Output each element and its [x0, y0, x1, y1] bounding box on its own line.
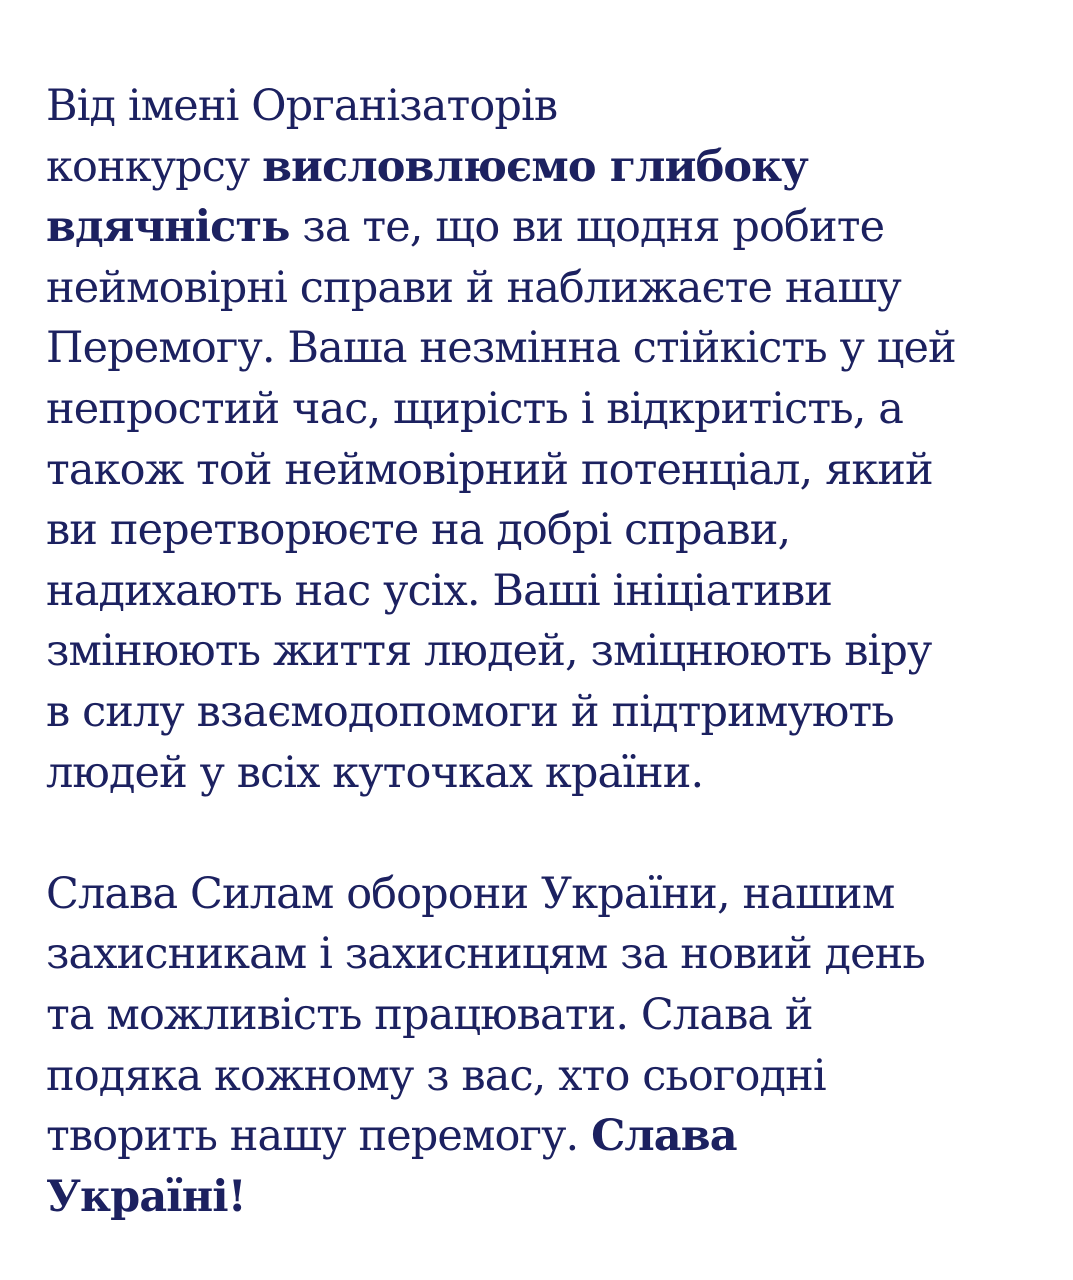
text-line [46, 1167, 1056, 1228]
text-line: людей у всіх куточках країни. [46, 747, 704, 798]
bold-phrase: Україні! [46, 1171, 246, 1222]
text-line: ви перетворюєте на добрі справи, [46, 505, 791, 556]
text-line: також той неймовірний потенціал, який [46, 444, 933, 495]
text-line: Слава Силам оборони України, нашим [46, 868, 895, 919]
text-line: надихають нас усіх. Ваші ініціативи [46, 565, 833, 616]
paragraph-gratitude [46, 76, 1056, 803]
paragraph-glory [46, 864, 1056, 1228]
text-line: та можливість працювати. Слава й [46, 989, 813, 1040]
text-run: конкурсу [46, 141, 263, 192]
text-run: за те, що ви щодня робите [289, 202, 885, 253]
text-line [46, 197, 1056, 258]
text-line: в силу взаємодопомоги й підтримують [46, 686, 894, 737]
text-run: творить нашу перемогу. [46, 1111, 592, 1162]
bold-phrase: висловлюємо глибоку [262, 141, 808, 192]
text-line: неймовірні справи й наближаєте нашу [46, 262, 901, 313]
text-line: захисникам і захисницям за новий день [46, 929, 925, 980]
text-line: подяка кожному з вас, хто сьогодні [46, 1050, 826, 1101]
bold-phrase: Слава [591, 1111, 737, 1162]
message-text [46, 76, 1056, 1227]
paragraph-spacer [46, 803, 1056, 864]
text-line: змінюють життя людей, зміцнюють віру [46, 626, 932, 677]
text-line: Перемогу. Ваша незмінна стійкість у цей [46, 323, 956, 374]
text-line [46, 1106, 1056, 1167]
text-line [46, 137, 1056, 198]
text-line: Від імені Організаторів [46, 81, 558, 131]
text-line: непростий час, щирість і відкритість, а [46, 383, 904, 434]
bold-phrase: вдячність [46, 202, 290, 253]
